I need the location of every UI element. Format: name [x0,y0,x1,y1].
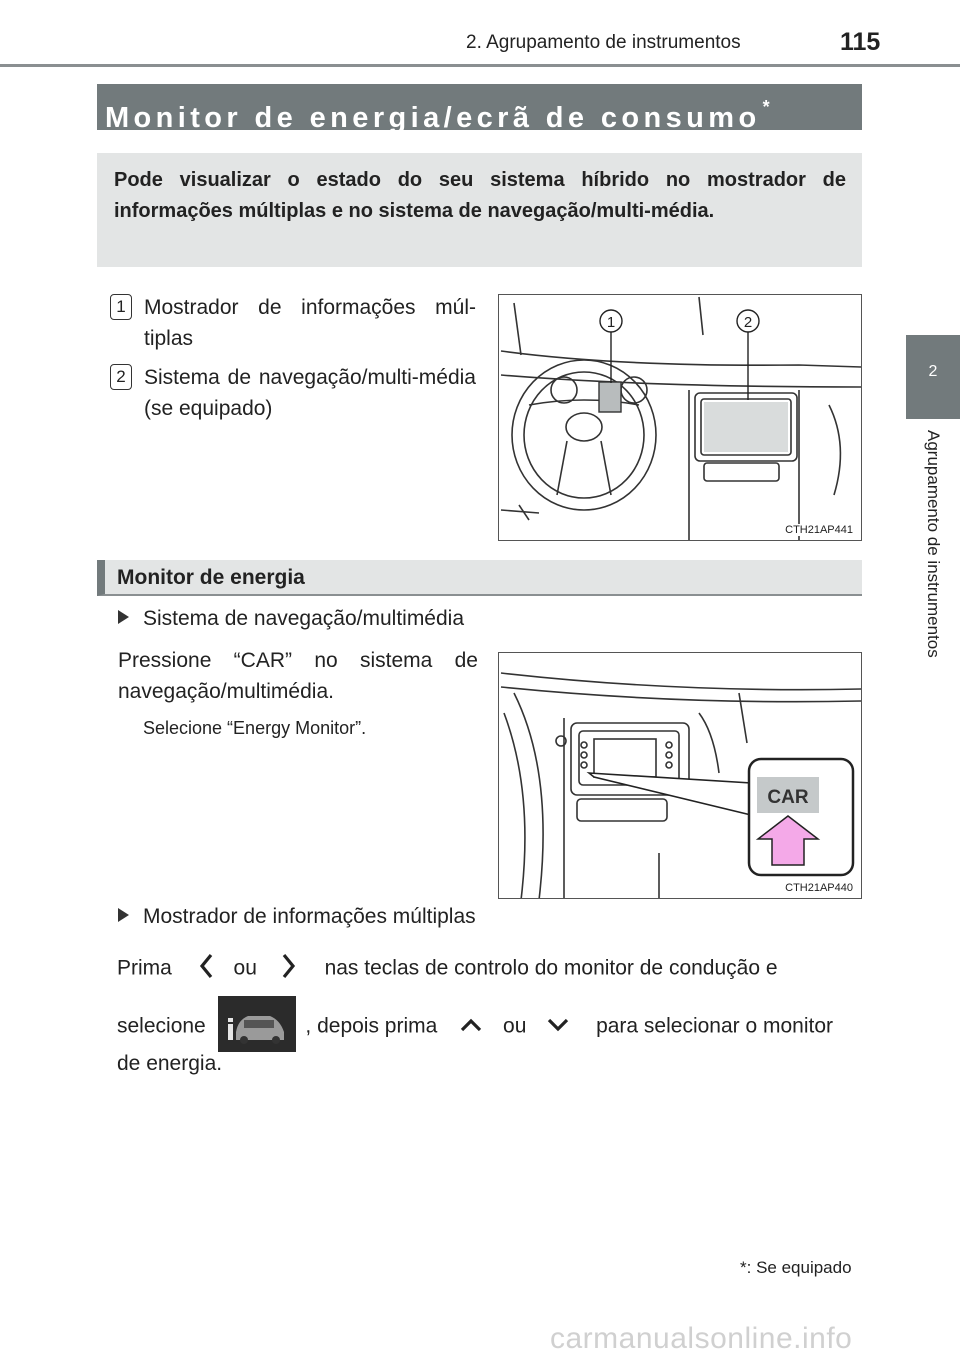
bullet-multi-info [118,903,476,931]
car-button-label: CAR [767,787,809,808]
figure-code: CTH21AP441 [785,524,853,536]
text-or: ou [233,956,257,980]
chevron-up-icon [459,1015,483,1039]
nav-instruction: Pressione “CAR” no sistema de navegação/multimédia. [118,649,478,703]
subsection-title: Monitor de energia [97,560,862,596]
text-line1-rest: nas teclas de controlo do monitor de condução e [324,956,778,980]
list-item [104,292,476,354]
watermark: carmanualsonline.info [550,1322,853,1355]
chevron-down-icon [546,1015,570,1039]
chapter-tab[interactable]: 2 [906,335,960,419]
dashboard-figure [498,294,862,541]
header-chapter-title: 2. Agrupamento de instrumentos [466,32,741,53]
car-button-figure [498,652,862,899]
callout-2: 2 [743,314,753,331]
bullet-triangle-icon [118,908,129,922]
footnote-mark: * [740,1258,747,1277]
instruction-line-1 [117,952,778,986]
bullet-text: Mostrador de informações múltiplas [143,905,476,928]
text-then-press: , depois prima [305,1014,438,1038]
vehicle-info-icon [218,996,296,1058]
list-item-text: Sistema de navegação/multi-média (se equipado) [144,366,476,420]
chevron-right-icon [281,952,297,986]
chapter-tab-label: Agrupamento de instrumentos [924,430,943,658]
equipped-mark: * [762,97,770,117]
callout-1: 1 [606,314,616,331]
bullet-text: Sistema de navegação/multimédia [143,607,465,630]
page-number: 115 [840,28,881,56]
nav-note: Selecione “Energy Monitor”. [143,718,367,738]
screen-highlight [704,402,788,452]
meter-highlight [599,382,621,412]
dashboard-illustration [499,295,862,541]
list-number-badge: 1 [110,294,132,320]
list-number-badge: 2 [110,364,132,390]
center-console-illustration [499,653,862,899]
section-title-bar [97,84,862,134]
header-divider [0,64,960,67]
footnote-text: : Se equipado [746,1258,852,1277]
instruction-line-2 [117,996,833,1058]
footnote [740,1258,852,1278]
list-item [104,362,476,424]
text-select: selecione [117,1014,206,1038]
text-line2-rest: para selecionar o monitor [596,1014,834,1038]
chevron-left-icon [198,952,214,986]
bullet-triangle-icon [118,610,129,624]
text-press: Prima [117,956,172,980]
text-or: ou [503,1014,527,1038]
section-title: Monitor de energia/ecrã de consumo [105,102,761,134]
list-item-text: Mostrador de informações múl-tiplas [144,296,476,350]
intro-box: Pode visualizar o estado do seu sistema híbrido no mostrador de informações múltiplas e no sistema de navegação/multi-média. [97,153,862,267]
figure-code: CTH21AP440 [785,882,853,894]
instruction-line-3: de energia. [117,1052,223,1075]
numbered-list [104,292,476,432]
bullet-nav-system [118,605,464,633]
